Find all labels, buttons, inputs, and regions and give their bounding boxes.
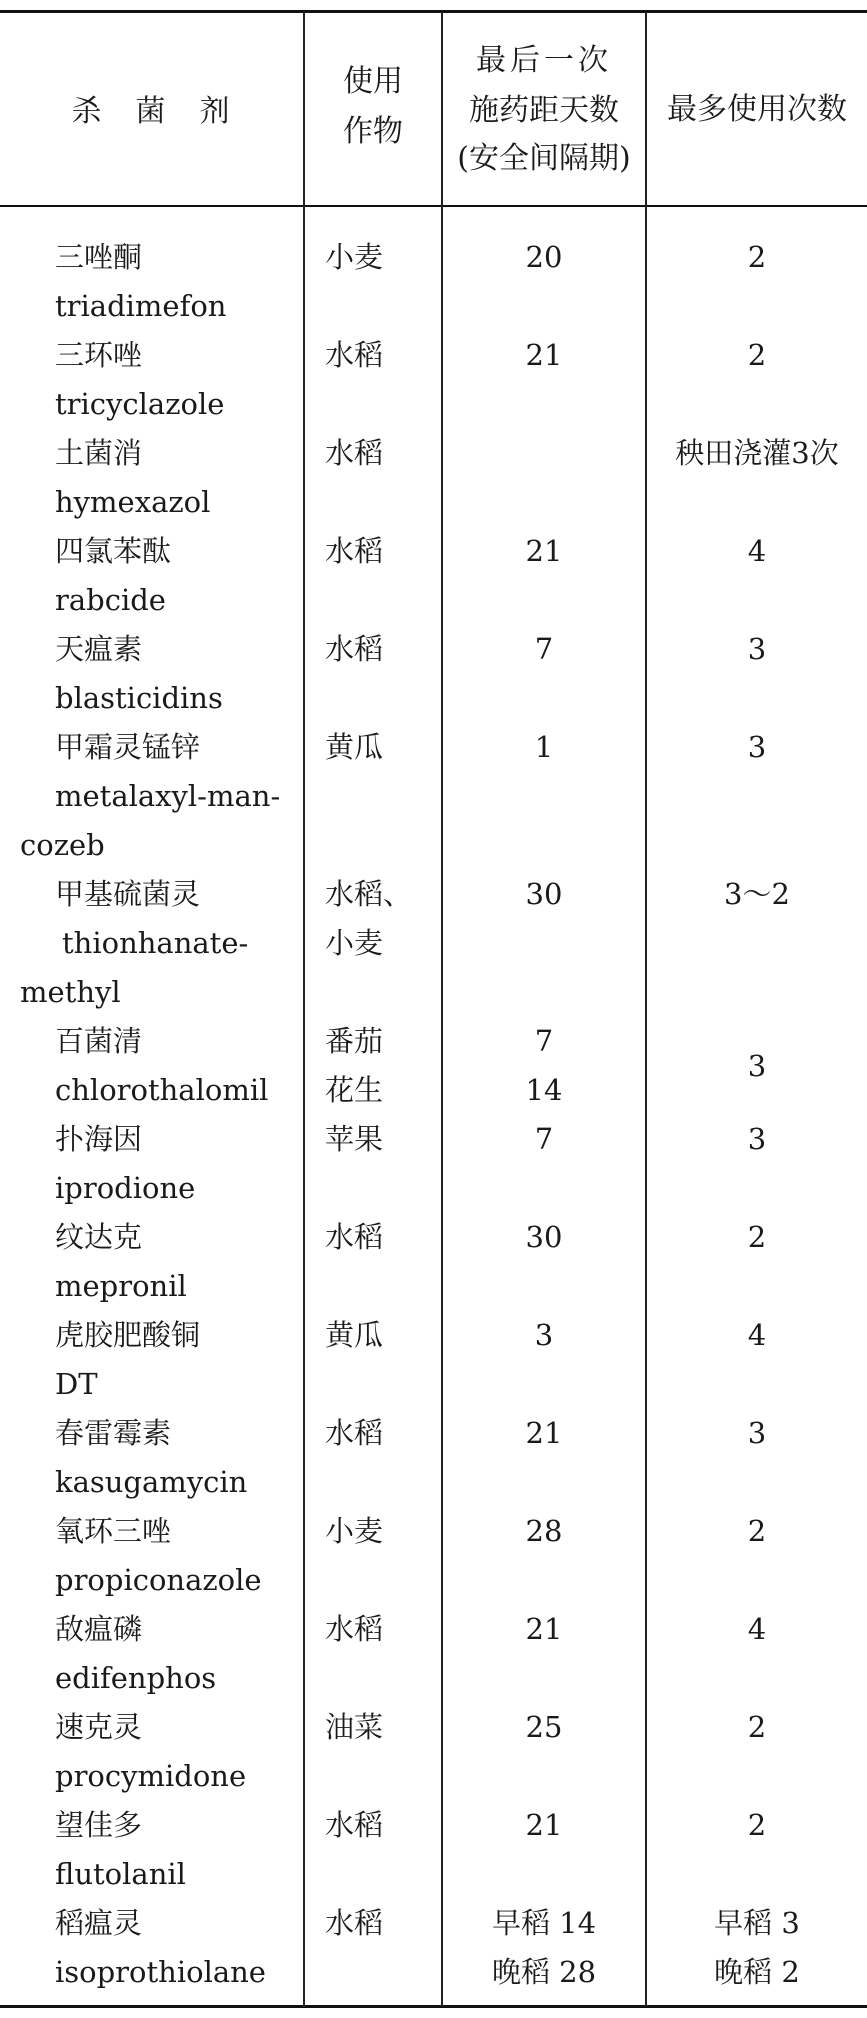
interval-days: 7: [534, 1122, 554, 1156]
fungicide-name-en: thionhanate-: [62, 926, 249, 960]
header-crop-line-2: 作物: [343, 114, 403, 149]
crop-name: 水稻: [325, 632, 384, 666]
interval-days: 3: [534, 1318, 554, 1352]
max-uses: 3: [747, 632, 767, 666]
crop-name: 苹果: [325, 1122, 384, 1156]
max-uses: 3: [747, 1122, 767, 1156]
crop-name: 水稻: [325, 1808, 384, 1842]
fungicide-name-en: metalaxyl-man-: [55, 779, 281, 813]
fungicide-name-en: DT: [55, 1367, 98, 1401]
fungicide-name-cn: 土菌消: [55, 436, 143, 470]
fungicide-name-cn: 春雷霉素: [55, 1416, 172, 1450]
fungicide-name-cn: 百菌清: [55, 1024, 143, 1058]
interval-days: 21: [525, 1612, 563, 1646]
crop-name: 小麦: [325, 240, 384, 274]
interval-days: 21: [525, 1416, 563, 1450]
interval-days: 晚稻 28: [491, 1955, 597, 1989]
fungicide-name-cn: 天瘟素: [55, 632, 143, 666]
max-uses: 3: [747, 1048, 767, 1083]
crop-name: 水稻: [325, 436, 384, 470]
interval-days: 30: [525, 1220, 563, 1254]
fungicide-name-en: triadimefon: [55, 289, 227, 323]
bottom-rule: [0, 2005, 867, 2008]
fungicide-name-cn: 氧环三唑: [55, 1514, 172, 1548]
crop-name: 小麦: [325, 1514, 384, 1548]
column-divider-3: [645, 12, 647, 2007]
header-interval-line-2: 施药距天数: [469, 93, 619, 128]
fungicide-name-en: cozeb: [20, 828, 105, 862]
fungicide-name-cn: 三唑酮: [55, 240, 143, 274]
max-uses: 2: [747, 1220, 767, 1254]
fungicide-name-cn: 四氯苯酞: [55, 534, 172, 568]
fungicide-name-en: hymexazol: [55, 485, 211, 519]
column-divider-2: [441, 12, 443, 2007]
crop-name: 小麦: [325, 926, 384, 960]
max-uses: 2: [747, 338, 767, 372]
crop-name: 水稻: [325, 534, 384, 568]
interval-days: 21: [525, 1808, 563, 1842]
crop-name: 水稻: [325, 1906, 384, 1940]
fungicide-name-en: tricyclazole: [55, 387, 225, 421]
fungicide-name-en: mepronil: [55, 1269, 187, 1303]
header-interval-line-1: 最后一次: [476, 43, 612, 78]
interval-days: 14: [525, 1073, 563, 1107]
crop-name: 水稻: [325, 338, 384, 372]
max-uses: 3: [747, 730, 767, 764]
max-uses: 4: [747, 534, 767, 568]
crop-name: 水稻: [325, 1416, 384, 1450]
fungicide-name-en: chlorothalomil: [55, 1073, 269, 1107]
max-uses: 3: [747, 1416, 767, 1450]
interval-days: 25: [525, 1710, 563, 1744]
fungicide-name-cn: 敌瘟磷: [55, 1612, 143, 1646]
crop-name: 水稻: [325, 1220, 384, 1254]
fungicide-name-en: propiconazole: [55, 1563, 262, 1597]
fungicide-name-cn: 速克灵: [55, 1710, 143, 1744]
fungicide-name-cn: 扑海因: [55, 1122, 143, 1156]
crop-name: 花生: [325, 1073, 384, 1107]
interval-days: 7: [534, 1024, 554, 1058]
max-uses: 4: [747, 1318, 767, 1352]
crop-name: 番茄: [325, 1024, 384, 1058]
fungicide-name-en: iprodione: [55, 1171, 196, 1205]
interval-days: 21: [525, 534, 563, 568]
max-uses: 晚稻 2: [714, 1955, 800, 1989]
crop-name: 黄瓜: [325, 730, 384, 764]
interval-days: 1: [534, 730, 554, 764]
max-uses: 早稻 3: [714, 1906, 800, 1940]
fungicide-name-en: edifenphos: [55, 1661, 217, 1695]
interval-days: 早稻 14: [491, 1906, 597, 1940]
fungicide-name-en: blasticidins: [55, 681, 223, 715]
top-rule: [0, 10, 867, 13]
header-rule: [0, 205, 867, 207]
fungicide-name-cn: 稻瘟灵: [55, 1906, 143, 1940]
fungicide-name-cn: 虎胶肥酸铜: [55, 1318, 201, 1352]
crop-name: 水稻、: [325, 877, 413, 911]
fungicide-name-cn: 三环唑: [55, 338, 143, 372]
interval-days: 21: [525, 338, 563, 372]
max-uses: 2: [747, 1710, 767, 1744]
crop-name: 油菜: [325, 1710, 384, 1744]
max-uses: 4: [747, 1612, 767, 1646]
interval-days: 20: [525, 240, 563, 274]
fungicide-name-en: methyl: [20, 975, 121, 1009]
fungicide-name-cn: 纹达克: [55, 1220, 143, 1254]
max-uses: 2: [747, 1808, 767, 1842]
fungicide-name-en: kasugamycin: [55, 1465, 248, 1499]
fungicide-name-en: procymidone: [55, 1759, 247, 1793]
fungicide-name-cn: 望佳多: [55, 1808, 143, 1842]
header-interval-line-3: (安全间隔期): [457, 141, 631, 176]
header-max-uses: 最多使用次数: [667, 92, 847, 127]
interval-days: 28: [525, 1514, 563, 1548]
fungicide-name-cn: 甲基硫菌灵: [55, 877, 201, 911]
header-crop-line-1: 使用: [343, 64, 403, 99]
crop-name: 黄瓜: [325, 1318, 384, 1352]
interval-days: 7: [534, 632, 554, 666]
max-uses: 2: [747, 240, 767, 274]
interval-days: 30: [525, 877, 563, 911]
fungicide-name-cn: 甲霜灵锰锌: [55, 730, 201, 764]
max-uses: 3～2: [724, 877, 790, 911]
fungicide-name-en: flutolanil: [55, 1857, 186, 1891]
fungicide-name-en: isoprothiolane: [55, 1955, 266, 1989]
max-uses: 2: [747, 1514, 767, 1548]
fungicide-name-en: rabcide: [55, 583, 166, 617]
max-uses: 秧田浇灌3次: [675, 436, 839, 470]
column-divider-1: [303, 12, 305, 2007]
header-fungicide: 杀 菌 剂: [71, 94, 232, 129]
crop-name: 水稻: [325, 1612, 384, 1646]
